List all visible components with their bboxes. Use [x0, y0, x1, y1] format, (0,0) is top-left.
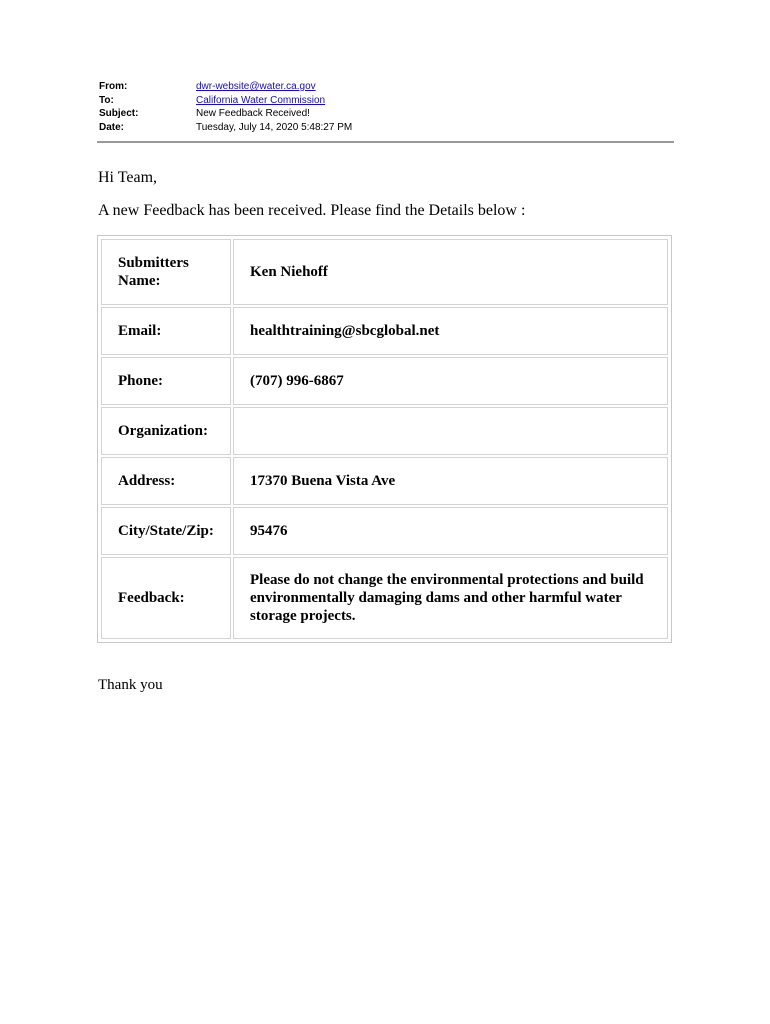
closing-text: Thank you — [98, 677, 163, 693]
field-value: Ken Niehoff — [233, 239, 668, 305]
from-email-link[interactable]: dwr-website@water.ca.gov — [196, 81, 316, 92]
table-row — [101, 239, 668, 305]
subject-label: Subject: — [99, 108, 139, 119]
field-label: Feedback: — [101, 557, 231, 639]
field-label: Address: — [101, 457, 231, 505]
header-from-row — [99, 80, 674, 94]
field-label: Organization: — [101, 407, 231, 455]
table-row — [101, 407, 668, 455]
table-row — [101, 307, 668, 355]
date-label: Date: — [99, 121, 125, 133]
table-row — [101, 557, 668, 639]
header-date-row — [99, 121, 674, 135]
greeting: Hi Team, — [98, 169, 158, 186]
to-label: To: — [99, 94, 114, 106]
header-to-row — [99, 94, 674, 108]
field-label: Phone: — [101, 357, 231, 405]
field-label: City/State/Zip: — [101, 507, 231, 555]
date-value: Tuesday, July 14, 2020 5:48:27 PM — [196, 121, 353, 133]
field-label: Email: — [101, 307, 231, 355]
intro-text: A new Feedback has been received. Please find the Details below : — [98, 202, 526, 219]
table-row — [101, 357, 668, 405]
field-value: 95476 — [233, 507, 668, 555]
header-subject-row — [99, 107, 674, 121]
field-value: Please do not change the environmental protections and build environmentally damaging dams and other harmful water storage projects. — [233, 557, 668, 639]
to-recipient-link[interactable]: California Water Commission — [196, 94, 326, 106]
field-value: healthtraining@sbcglobal.net — [233, 307, 668, 355]
email-header — [99, 80, 674, 134]
field-value: (707) 996-6867 — [233, 357, 668, 405]
details-table — [99, 237, 670, 641]
from-label: From: — [99, 81, 128, 92]
table-row — [101, 457, 668, 505]
header-divider — [97, 141, 674, 143]
field-label: Submitters Name: — [101, 239, 231, 305]
field-value: 17370 Buena Vista Ave — [233, 457, 668, 505]
table-row — [101, 507, 668, 555]
field-value — [233, 407, 668, 455]
details-table-container — [97, 235, 672, 643]
subject-value: New Feedback Received! — [196, 108, 310, 119]
